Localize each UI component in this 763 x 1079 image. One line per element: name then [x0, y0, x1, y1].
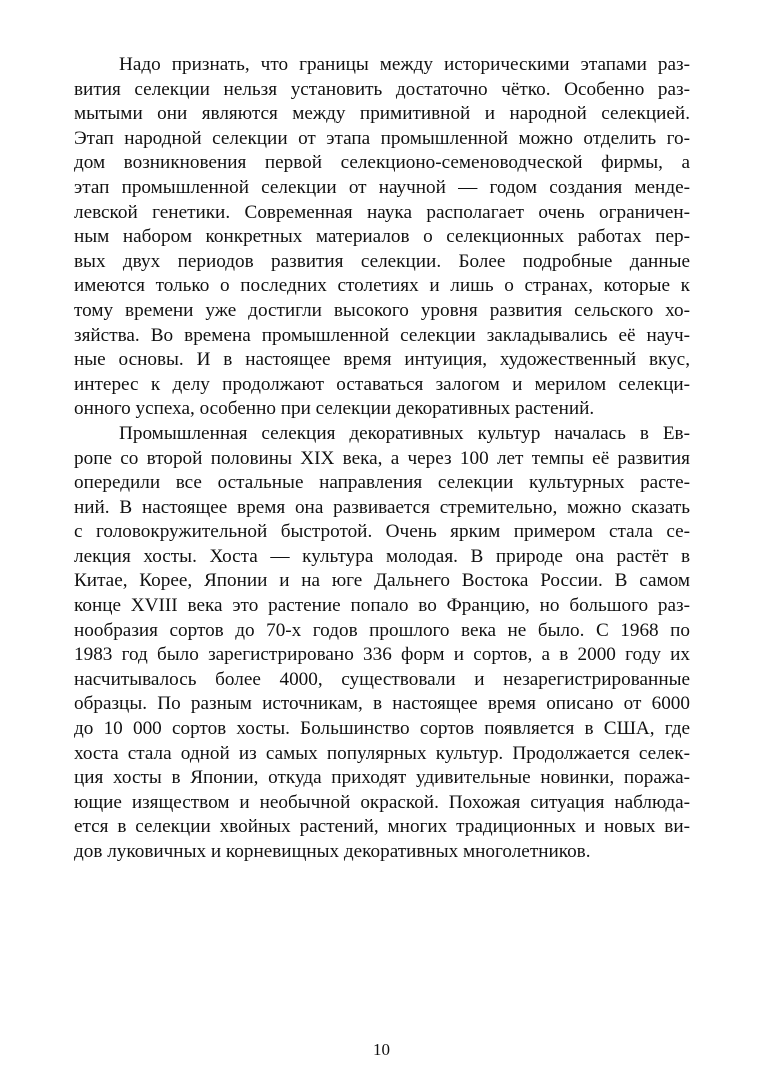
text-line: ные основы. И в настоящее время интуиция, художественный вкус, [74, 349, 690, 371]
text-line: этап промышленной селекции от научной — годом создания менде- [74, 176, 690, 198]
text-line: ным набором конкретных материалов о селекционных работах пер- [74, 226, 690, 248]
text-line: опередили все остальные направления селекции культурных расте- [74, 472, 690, 494]
text-line: ция хосты в Японии, откуда приходят удивительные новинки, поража- [74, 767, 690, 789]
text-line: левской генетики. Современная наука располагает очень ограничен- [74, 201, 690, 223]
text-line: ний. В настоящее время она развивается стремительно, можно сказать [74, 496, 690, 518]
text-line: вых двух периодов развития селекции. Более подробные данные [74, 250, 690, 272]
text-line: вития селекции нельзя установить достаточно чётко. Особенно раз- [74, 78, 690, 100]
text-line: с головокружительной быстротой. Очень ярким примером стала се- [74, 521, 690, 543]
text-line: насчитывалось более 4000, существовали и незарегистрированные [74, 668, 690, 690]
text-line: ется в селекции хвойных растений, многих традиционных и новых ви- [74, 816, 690, 838]
text-line: нообразия сортов до 70-х годов прошлого века не было. С 1968 по [74, 619, 690, 641]
text-line: до 10 000 сортов хосты. Большинство сортов появляется в США, где [74, 718, 690, 740]
text-line: имеются только о последних столетиях и лишь о странах, которые к [74, 275, 690, 297]
text-line: онного успеха, особенно при селекции декоративных растений. [74, 398, 595, 420]
text-line: лекция хосты. Хоста — культура молодая. В природе она растёт в [74, 545, 690, 567]
text-line: образцы. По разным источникам, в настоящее время описано от 6000 [74, 693, 690, 715]
text-line: дов луковичных и корневищных декоративных многолетников. [74, 841, 591, 862]
text-line: 1983 год было зарегистрировано 336 форм и сортов, а в 2000 году их [74, 644, 690, 666]
text-line: зяйства. Во времена промышленной селекции закладывались её науч- [74, 324, 690, 346]
text-line: Надо признать, что границы между историческими этапами раз- [119, 54, 690, 75]
text-line: Китае, Корее, Японии и на юге Дальнего Востока России. В самом [74, 570, 690, 592]
text-line: конце XVIII века это растение попало во Францию, но большого раз- [74, 595, 690, 617]
text-line: ющие изяществом и необычной окраской. Похожая ситуация наблюда- [74, 791, 690, 813]
page-number: 10 [373, 1040, 390, 1059]
text-line: дом возникновения первой селекционо-семеноводческой фирмы, а [74, 152, 690, 174]
text-line: ропе со второй половины XIX века, а через 100 лет темпы её развития [74, 447, 690, 469]
text-line: интерес к делу продолжают оставаться залогом и мерилом селекци- [74, 373, 690, 395]
paragraph-1 [74, 53, 690, 422]
page-body [74, 53, 690, 865]
text-line: мытыми они являются между примитивной и народной селекцией. [74, 103, 690, 125]
text-line: Этап народной селекции от этапа промышленной можно отделить го- [74, 127, 690, 149]
text-line: Промышленная селекция декоративных культур началась в Ев- [119, 422, 690, 444]
paragraph-2 [74, 422, 690, 865]
text-line: тому времени уже достигли высокого уровня развития сельского хо- [74, 299, 690, 321]
text-line: хоста стала одной из самых популярных культур. Продолжается селек- [74, 742, 690, 764]
